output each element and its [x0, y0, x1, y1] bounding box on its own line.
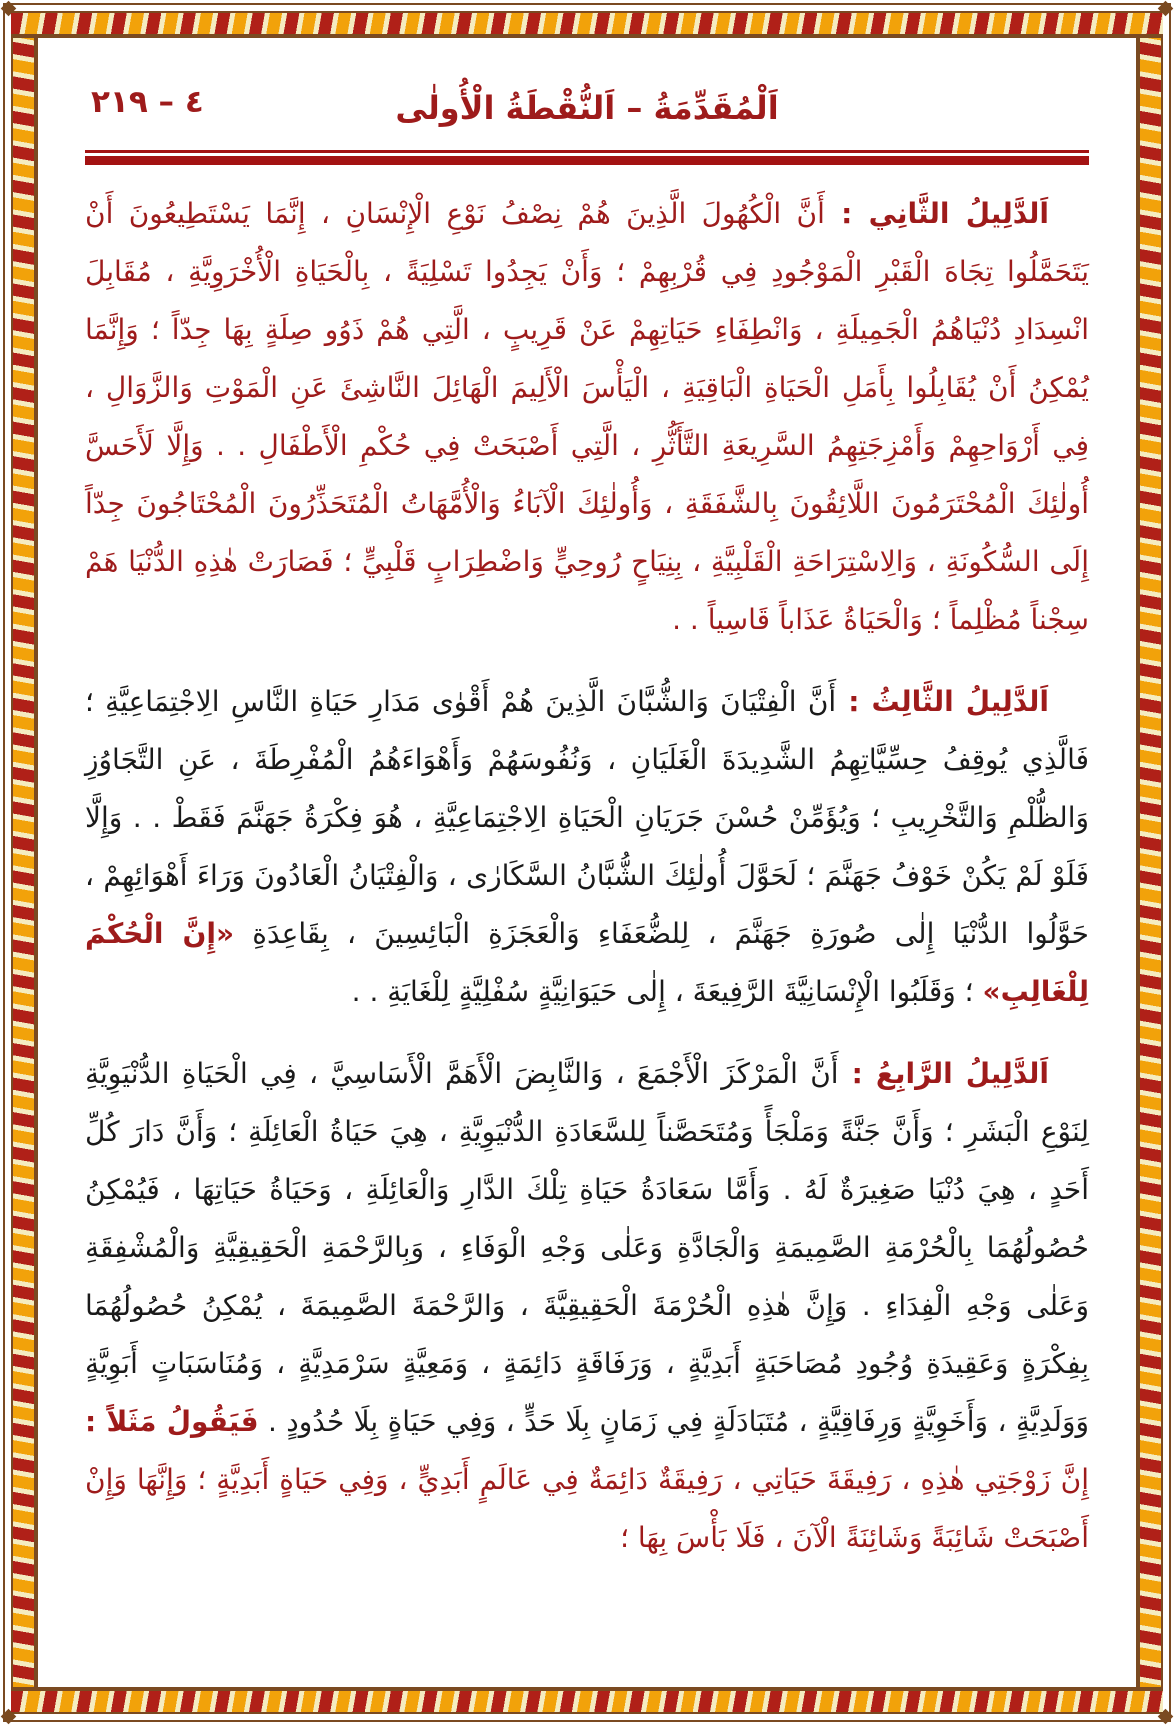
text-body	[85, 185, 1089, 1567]
page-content	[85, 46, 1089, 1679]
text-segment: إِنَّ زَوْجَتِي هٰذِهِ ، رَفِيقَةَ حَيَاتِي ، رَفِيقَةٌ دَائِمَةٌ فِي عَالَمٍ أَبَدِيٍّ ، وَفِي حَيَاةٍ أَبَدِيَّةٍ ؛ وَإِنَّهَا وَإِنْ أَصْبَحَتْ شَائِبَةً وَشَائِنَةً الْآنَ ، فَلَا بَأْسَ بِهَا ؛	[85, 1463, 1089, 1554]
text-segment: «إِنَّ الْحُكْمَ لِلْغَالِبِ»	[85, 917, 1089, 1008]
ornamental-border-right	[1136, 11, 1163, 1714]
ornamental-border-bottom	[11, 1687, 1163, 1714]
paragraph-fourth-proof	[85, 1045, 1089, 1567]
page-number: ٤ – ٢١٩	[91, 84, 204, 120]
ornamental-border-top	[11, 11, 1163, 38]
text-segment: أَنَّ الْمَرْكَزَ الْأَجْمَعَ ، وَالنَّابِضَ الْأَهَمَّ الْأَسَاسِيَّ ، فِي الْحَيَاةِ الدُّنْيَوِيَّةِ لِنَوْعِ الْبَشَرِ ؛ وَأَنَّ جَنَّةً وَمَلْجَأً وَمُتَحَصَّناً لِلسَّعَادَةِ الدُّنْيَوِيَّةِ ، هِيَ حَيَاةُ الْعَائِلَةِ ؛ وَأَنَّ دَارَ كُلِّ أَحَدٍ ، هِيَ دُنْيَا صَغِيرَةٌ لَهُ . وَأَمَّا سَعَادَةُ حَيَاةِ تِلْكَ الدَّارِ وَالْعَائِلَةِ ، وَحَيَاةُ حَيَاتِهَا ، فَيُمْكِنُ حُصُولُهُمَا بِالْحُرْمَةِ الصَّمِيمَةِ وَالْجَادَّةِ وَعَلٰى وَجْهِ الْوَفَاءِ ، وَبِالرَّحْمَةِ الْحَقِيقِيَّةِ وَالْمُشْفِقَةِ وَعَلٰى وَجْهِ الْفِدَاءِ . وَإِنَّ هٰذِهِ الْحُرْمَةَ الْحَقِيقِيَّةَ ، وَالرَّحْمَةَ الصَّمِيمَةَ ، يُمْكِنُ حُصُولُهُمَا بِفِكْرَةٍ وَعَقِيدَةِ وُجُودِ مُصَاحَبَةٍ أَبَدِيَّةٍ ، وَرَفَاقَةٍ دَائِمَةٍ ، وَمَعِيَّةٍ سَرْمَدِيَّةٍ ، وَمُنَاسَبَاتٍ أَبَوِيَّةٍ وَوَلَدِيَّةٍ ، وَأَخَوِيَّةٍ وَرِفَاقِيَّةٍ ، مُتَبَادَلَةٍ فِي زَمَانٍ بِلَا حَدٍّ ، وَفِي حَيَاةٍ بِلَا حُدُودٍ .	[85, 1057, 1089, 1438]
header-rule-thick	[85, 156, 1089, 165]
ornamental-border-left	[11, 11, 38, 1714]
text-segment: فَيَقُولُ مَثَلاً :	[85, 1405, 259, 1438]
paragraph-second-proof	[85, 185, 1089, 649]
text-segment: اَلدَّلِيلُ الثَّانِي :	[824, 197, 1049, 230]
header-rule-thin	[85, 150, 1089, 153]
text-segment: اَلدَّلِيلُ الرَّابِعُ :	[838, 1057, 1049, 1090]
page-header	[85, 82, 1089, 138]
text-segment: أَنَّ الْفِتْيَانَ وَالشُّبَّانَ الَّذِينَ هُمْ أَقْوٰى مَدَارِ حَيَاةِ النَّاسِ الِاجْتِمَاعِيَّةِ ؛ فَالَّذِي يُوقِفُ حِسِّيَّاتِهِمُ الشَّدِيدَةَ الْغَلَيَانِ ، وَنُفُوسَهُمْ وَأَهْوَاءَهُمُ الْمُفْرِطَةَ ، عَنِ التَّجَاوُزِ وَالظُّلْمِ وَالتَّخْرِيبِ ؛ وَيُؤَمِّنْ حُسْنَ جَرَيَانِ الْحَيَاةِ الِاجْتِمَاعِيَّةِ ، هُوَ فِكْرَةُ جَهَنَّمَ فَقَطْ . . وَإِلَّا فَلَوْ لَمْ يَكُنْ خَوْفُ جَهَنَّمَ ؛ لَحَوَّلَ أُولٰئِكَ الشُّبَّانُ السَّكَارٰى ، وَالْفِتْيَانُ الْعَادُونَ وَرَاءَ أَهْوَائِهِمْ ، حَوَّلُوا الدُّنْيَا إِلٰى صُورَةِ جَهَنَّمَ ، لِلضُّعَفَاءِ وَالْعَجَزَةِ الْبَائِسِينَ ، بِقَاعِدَةِ	[85, 685, 1089, 950]
text-segment: ؛ وَقَلَبُوا الْإِنْسَانِيَّةَ الرَّفِيعَةَ ، إِلٰى حَيَوَانِيَّةٍ سُفْلِيَّةٍ لِلْغَايَةِ . .	[351, 975, 983, 1008]
header-rule	[85, 150, 1089, 165]
text-segment: اَلدَّلِيلُ الثَّالِثُ :	[836, 685, 1049, 718]
paragraph-third-proof	[85, 673, 1089, 1021]
page-title: اَلْمُقَدِّمَةُ – اَلنُّقْطَةُ الْأُولٰى	[395, 89, 779, 127]
text-segment: أَنَّ الْكُهُولَ الَّذِينَ هُمْ نِصْفُ نَوْعِ الْإِنْسَانِ ، إِنَّمَا يَسْتَطِيعُونَ أَنْ يَتَحَمَّلُوا تِجَاهَ الْقَبْرِ الْمَوْجُودِ فِي قُرْبِهِمْ ؛ وَأَنْ يَجِدُوا تَسْلِيَةً ، بِالْحَيَاةِ الْأُخْرَوِيَّةِ ، مُقَابِلَ انْسِدَادِ دُنْيَاهُمُ الْجَمِيلَةِ ، وَانْطِفَاءِ حَيَاتِهِمْ عَنْ قَرِيبٍ ، الَّتِي هُمْ ذَوُو صِلَةٍ بِهَا جِدّاً ؛ وَإِنَّمَا يُمْكِنُ أَنْ يُقَابِلُوا بِأَمَلِ الْحَيَاةِ الْبَاقِيَةِ ، الْيَأْسَ الْأَلِيمَ الْهَائِلَ النَّاشِئَ عَنِ الْمَوْتِ وَالزَّوَالِ ، فِي أَرْوَاحِهِمْ وَأَمْزِجَتِهِمُ السَّرِيعَةِ التَّأَثُّرِ ، الَّتِي أَصْبَحَتْ فِي حُكْمِ الْأَطْفَالِ . . وَإِلَّا لَأَحَسَّ أُولٰئِكَ الْمُحْتَرَمُونَ اللَّائِقُونَ بِالشَّفَقَةِ ، وَأُولٰئِكَ الْآبَاءُ وَالْأُمَّهَاتُ الْمُتَحَذِّرُونَ الْمُحْتَاجُونَ جِدّاً إِلَى السُّكُونَةِ ، وَالِاسْتِرَاحَةِ الْقَلْبِيَّةِ ، بِنِيَاحٍ رُوحِيٍّ وَاضْطِرَابٍ قَلْبِيٍّ ؛ فَصَارَتْ هٰذِهِ الدُّنْيَا هَمْ سِجْناً مُظْلِماً ؛ وَالْحَيَاةُ عَذَاباً قَاسِياً . .	[85, 197, 1089, 636]
